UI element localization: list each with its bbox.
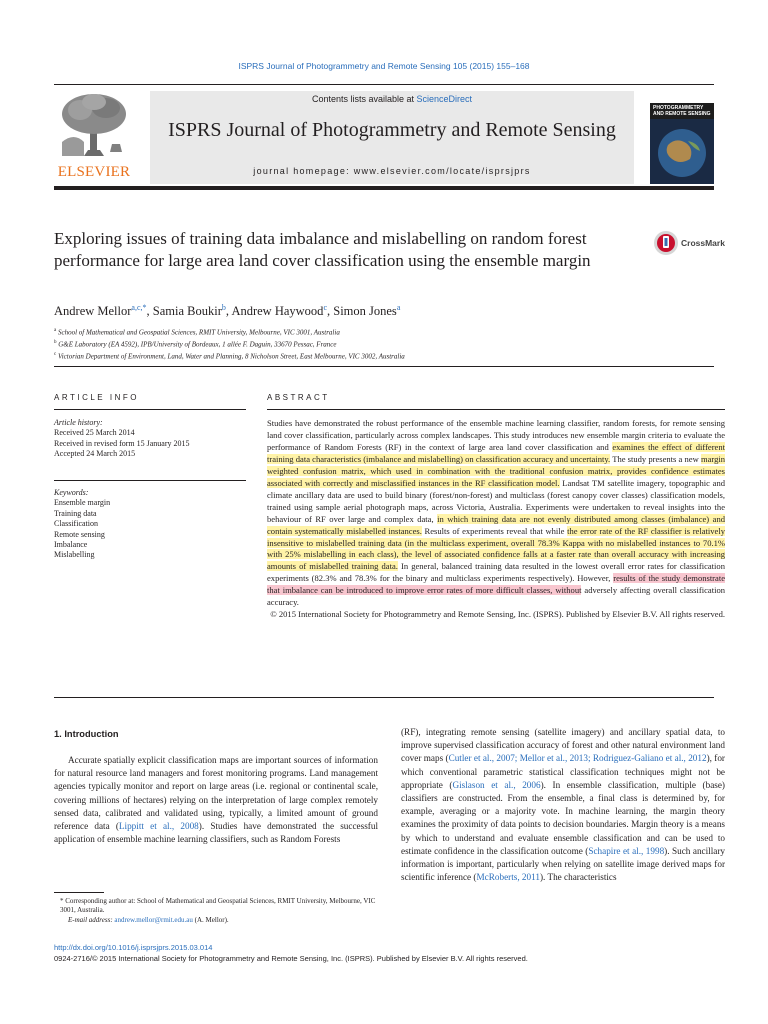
history-label: Article history: [54, 418, 103, 427]
header-bottom-rule [54, 186, 714, 190]
abstract-heading: ABSTRACT [267, 393, 330, 402]
journal-homepage [150, 166, 634, 176]
citation-link[interactable]: Gislason et al., 2006 [452, 779, 541, 790]
article-info-heading: ARTICLE INFO [54, 393, 139, 402]
citation-link[interactable]: Schapire et al., 1998 [588, 845, 665, 856]
author-name[interactable]: Andrew Mellor [54, 304, 132, 319]
journal-cover-image[interactable] [650, 91, 714, 184]
abstract-segment: Studies have demonstrated the robust performance of the ensemble machine learning classifier, random forests, for remote sensing land cover classification, particularly across complex landscapes. This study introduces new ensemble margin criteria to evaluate the performance of Random Forests (RF) in the context of large area land cover classification and [267, 418, 725, 452]
crossmark-label[interactable]: CrossMark [681, 238, 725, 248]
author-name[interactable]: Andrew Haywood [231, 304, 324, 319]
keyword: Mislabelling [54, 550, 95, 560]
elsevier-wordmark: ELSEVIER [57, 164, 131, 180]
author-affiliation-marker[interactable]: c [323, 303, 327, 312]
footnote [54, 897, 378, 925]
keyword: Ensemble margin [54, 498, 111, 508]
keyword: Remote sensing [54, 529, 105, 539]
highlight-yellow[interactable]: in which training data are not evenly distributed among classes (imbalance) and contain systematically mislabelled instances. [267, 513, 725, 536]
intro-paragraph-left: Accurate spatially explicit classification maps are important sources of information for natural resource land managers and forest monitoring programs. Land management agencies typically monitor and report on large areas (i.e. regional or continental scale, covering millions of hectares) relying on the interpretation of large complex remotely sensed data, calibrated and validated using, typically, a limited amount of ground reference data (Lippitt et al., 2008). Studies have demonstrated the successful application of ensemble machine learning classifiers, such as Random Forests [54, 755, 378, 845]
history-received: Received 25 March 2014 [54, 428, 135, 438]
divider [54, 697, 714, 698]
contents-line [150, 94, 634, 104]
author-name[interactable]: Simon Jones [333, 304, 397, 319]
keyword: Imbalance [54, 540, 88, 550]
author-name[interactable]: Samia Boukir [152, 304, 222, 319]
footnote-marker: * [60, 897, 64, 905]
cover-title: PHOTOGRAMMETRY AND REMOTE SENSING [653, 105, 711, 117]
history-accepted: Accepted 24 March 2015 [54, 449, 136, 459]
intro-paragraph-right: (RF), integrating remote sensing (satellite imagery) and ancillary spatial data, to improve supervised classification accuracy of forest and other natural environment land cover maps (Cutler et al., 2007; Mellor et al., 2013; Rodriguez-Galiano et al., 2012), for which conventional parametric statistical classification techniques might not be appropriate (Gislason et al., 2006). In ensemble classification, multiple (base) classifiers are constructed. From the ensemble, a final class is determined by, for example, averaging or a majority vote. In machine learning, the margin theory examines the proximity of data points to decision boundaries. Margin theory is a means by which to understand and evaluate ensemble classification and can be used to estimate confidence in the classification outcome (Schapire et al., 1998). Such ancillary information is important, particularly when relying on satellite image derived maps for scientific inference (McRoberts, 2011). The characteristics [401, 727, 726, 883]
affiliation-a: $^a$ School of Mathematical and Geospatial Sciences, RMIT University, Melbourne, VIC 3001, Australia [54, 328, 340, 337]
email-suffix: (A. Mellor). [192, 915, 229, 924]
divider [54, 409, 246, 410]
divider [54, 366, 714, 367]
abstract-segment: The study presents a new [610, 453, 701, 464]
journal-title: ISPRS Journal of Photogrammetry and Remote Sensing [168, 119, 616, 141]
keywords [54, 488, 246, 561]
author-affiliation-marker[interactable]: a [396, 303, 401, 312]
journal-citation-line[interactable]: ISPRS Journal of Photogrammetry and Remote Sensing 105 (2015) 155–168 [238, 61, 530, 71]
affiliation-b: $^b$ G&E Laboratory (EA 4592), IPB/University of Bordeaux, 1 allée F. Daguin, 33670 Pessac, France [54, 340, 337, 349]
homepage-url[interactable]: www.elsevier.com/locate/isprsjprs [353, 166, 531, 176]
crossmark-icon[interactable] [653, 230, 679, 256]
footnote-rule [54, 892, 104, 893]
header-top-rule [54, 84, 714, 85]
keywords-label: Keywords: [54, 488, 89, 497]
affiliation-c: $^c$ Victorian Department of Environment, Land, Water and Planning, 8 Nicholson Street, East Melbourne, VIC 3002, Australia [54, 352, 405, 361]
sciencedirect-link[interactable]: ScienceDirect [416, 94, 473, 104]
author-list [54, 303, 400, 319]
email-label: E-mail address: [68, 915, 115, 924]
contents-prefix: Contents lists available at [311, 94, 417, 104]
divider [54, 480, 246, 481]
highlight-yellow[interactable]: the error rate of the RF classifier is relatively insensitive to mislabelled training data (in the multiclass experiment, overall 78.3% Kappa with no mislabelled instances to 70.1% with 25% mislabelling in each class), the level of associated confidence falls at a faster rate than overall accuracy with increasing amounts of mislabelled training data. [267, 525, 725, 572]
email-link[interactable]: andrew.mellor@rmit.edu.au [114, 915, 193, 924]
author-separator: , [146, 304, 153, 319]
citation-link[interactable]: McRoberts, 2011 [476, 872, 540, 883]
abstract-copyright: © 2015 International Society for Photogrammetry and Remote Sensing, Inc. (ISPRS). Published by Elsevier B.V. All rights reserved. [270, 609, 725, 620]
divider [267, 409, 725, 410]
abstract-text [267, 418, 725, 621]
article-title: Exploring issues of training data imbalance and mislabelling on random forest performance for large area land cover classification using the ensemble margin [54, 229, 591, 270]
homepage-prefix: journal homepage: [253, 166, 354, 176]
article-history [54, 418, 246, 460]
elsevier-tree-logo [54, 92, 134, 164]
highlight-yellow[interactable]: margin weighted confusion matrix, which used in combination with the traditional confusion matrix, provides confidence estimates associated with correctly and misclassified instances in the RF classification model. [267, 453, 725, 488]
abstract-segment: Landsat TM satellite imagery, topographic and climate ancillary data are used to build binary (forest/non-forest) and multiclass (forest canopy cover classes) classification models, trained using sample aerial photograph maps, across Victoria, Australia. Experiments were undertaken to reveal insights into the behaviour of RF over large and complex data, [267, 477, 725, 524]
author-separator: , [327, 304, 334, 319]
author-affiliation-marker[interactable]: a,c,* [131, 303, 147, 312]
history-revised: Received in revised form 15 January 2015 [54, 438, 190, 448]
author-affiliation-marker[interactable]: b [221, 303, 226, 312]
author-separator: , [225, 304, 232, 319]
highlight-yellow[interactable]: examines the effect of different training data characteristics (imbalance and mislabelling) on classification accuracy and uncertainty. [267, 441, 725, 464]
citation-link[interactable]: Lippitt et al., 2008 [118, 821, 199, 832]
abstract-segment: adversely affecting overall classification accuracy. [267, 585, 725, 608]
abstract-segment: Results of experiments reveal that while [421, 525, 568, 536]
citation-link[interactable]: Cutler et al., 2007; Mellor et al., 2013; Rodriguez-Galiano et al., 2012 [448, 753, 707, 764]
section-heading: 1. Introduction [54, 729, 119, 739]
keyword: Training data [54, 508, 97, 518]
issn-copyright-line: 0924-2716/© 2015 International Society for Photogrammetry and Remote Sensing, Inc. (ISPRS). Published by Elsevier B.V. All rights reserved. [54, 954, 528, 963]
highlight-pink[interactable]: results of the study demonstrate that imbalance can be introduced to improve error rates of more difficult classes, without [267, 573, 725, 596]
footnote-text: Corresponding author at: School of Mathematical and Geospatial Sciences, RMIT University, Melbourne, VIC 3001, Australia. [60, 897, 376, 915]
abstract-segment: In general, balanced training data resulted in the lowest overall error rates for classification experiments (82.3% and 78.3% for the binary and multiclass experiments respectively). However, [267, 561, 725, 584]
doi-link[interactable]: http://dx.doi.org/10.1016/j.isprsjprs.2015.03.014 [54, 943, 213, 952]
keyword: Classification [54, 519, 98, 529]
